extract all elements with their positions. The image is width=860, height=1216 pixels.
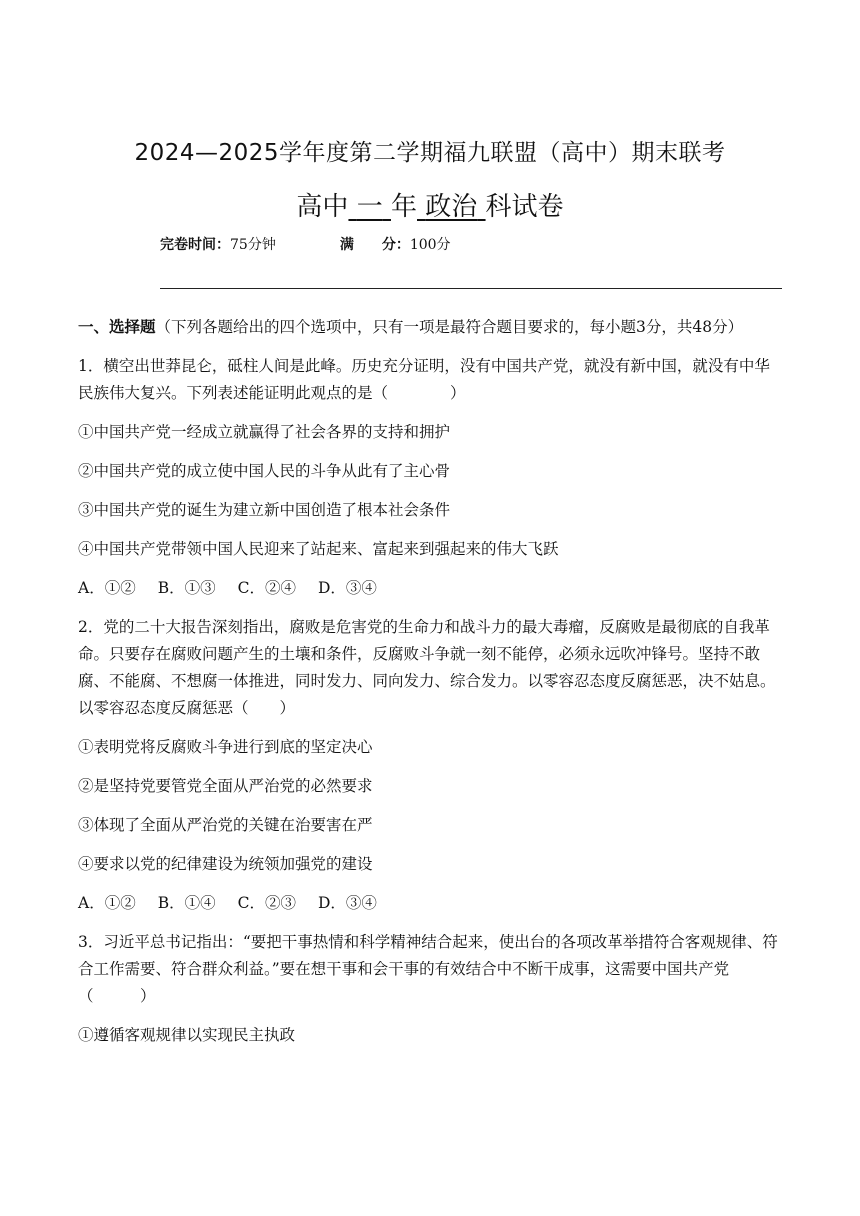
option-b: B．①③ [157,579,216,597]
section-heading: 一、选择题（下列各题给出的四个选项中，只有一项是最符合题目要求的，每小题3分，共48分） [78,318,744,336]
score-value: 100分 [409,237,451,253]
header-divider [160,288,782,289]
exam-meta [160,234,451,254]
statement-item: ④中国共产党带领中国人民迎来了站起来、富起来到强起来的伟大飞跃 [78,540,559,558]
score-label: 满 分： [339,237,410,253]
statement-item: ③体现了全面从严治党的关键在治要害在严 [78,816,373,834]
option-a: A．①② [78,894,136,912]
option-c: C．②③ [237,894,296,912]
question-stem: 3．习近平总书记指出：“要把干事热情和科学精神结合起来，使出台的各项改革举措符合客观规律、符合工作需要、符合群众利益。”要在想干事和会干事的有效结合中不断干成事，这需要中国共产党（ ） [78,933,778,1005]
option-b: B．①④ [157,894,216,912]
subtitle-prefix: 高中 [296,192,349,222]
statement-item: ④要求以党的纪律建设为统领加强党的建设 [78,855,373,873]
question-stem: 1．横空出世莽昆仑，砥柱人间是此峰。历史充分证明，没有中国共产党，就没有新中国，就没有中华民族伟大复兴。下列表述能证明此观点的是（ ） [78,357,770,402]
statement-item: ①表明党将反腐败斗争进行到底的坚定决心 [78,738,373,756]
exam-title: 2024—2025学年度第二学期福九联盟（高中）期末联考 [134,140,726,166]
statement-item: ②中国共产党的成立使中国人民的斗争从此有了主心骨 [78,462,451,480]
statement-item: ②是坚持党要管党全面从严治党的必然要求 [78,777,373,795]
option-c: C．②④ [237,579,296,597]
subtitle-subject: 政治 [425,192,478,222]
time-label: 完卷时间： [160,237,230,253]
exam-content [78,314,784,1061]
statement-item: ①中国共产党一经成立就赢得了社会各界的支持和拥护 [78,423,451,441]
question-stem: 2．党的二十大报告深刻指出，腐败是危害党的生命力和战斗力的最大毒瘤，反腐败是最彻底的自我革命。只要存在腐败问题产生的土壤和条件，反腐败斗争就一刻不能停，必须永远吹冲锋号。坚持不敢腐、不能腐、不想腐一体推进，同时发力、同向发力、综合发力。以零容忍态度反腐惩恶，决不姑息。以零容忍态度反腐惩恶（ ） [78,618,776,717]
option-d: D．③④ [317,894,377,912]
statement-item: ③中国共产党的诞生为建立新中国创造了根本社会条件 [78,501,451,519]
time-value: 75分钟 [230,237,276,253]
statement-item: ①遵循客观规律以实现民主执政 [78,1026,296,1044]
answer-options [78,890,784,917]
option-a: A．①② [78,579,136,597]
subtitle-mid: 年 [390,192,417,222]
answer-options [78,575,784,602]
subtitle-suffix: 科试卷 [485,192,564,222]
exam-subtitle [0,186,860,223]
subtitle-grade: 一 [356,192,383,222]
option-d: D．③④ [317,579,377,597]
